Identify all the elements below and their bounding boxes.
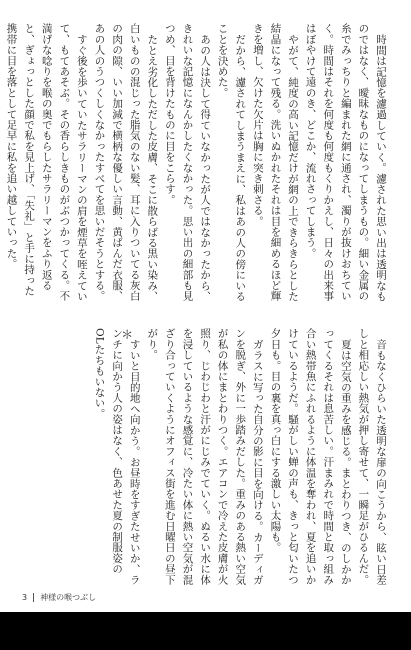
paragraph: 音もなくひらいた透明な扉の向こうから、眩い日差しと相応しい熱気が押し寄せて、一瞬足がひるんだ。 <box>357 328 387 585</box>
footer-separator <box>33 593 34 602</box>
paragraph: 時間は記憶を濾過していく。濾された思い出は透明なものではなく、曖昧なものになってしまうもの。細い金属の糸でみっちりと編まれた網に通され、濁りが抜けおちていく。時間はそれを何度も何度もくりかえし、日々の出来事はぼやけて遠のき、どこか、流れさってしまう。 <box>304 23 387 302</box>
page-number: 3 <box>22 592 28 602</box>
paragraph: すいと目的地へ向かう。お昼時をすぎたせいか、ランチに向かう人の姿はなく、色あせた夏の制服姿のOLたちもいない。 <box>93 328 141 585</box>
paragraph <box>0 23 2 306</box>
paragraph: だから、濾されてしまうまえに、私はあの人の傍にいることを決めた。 <box>216 23 247 301</box>
paragraph: あの人は決して得ていなかったが人ではなかったから、きれいな記憶になんかしたくなかった。思い出の細部も見つめ、目を背けたものに目をこらす。 <box>163 23 212 302</box>
section-divider-asterisk: ＊ <box>119 328 134 340</box>
page-footer <box>22 590 96 604</box>
paragraph: ガラスに写った自分の影に目を向ける。カーディガンを脱ぎ、外に一歩踏みだした。重みのある熱い空気が私の体にまとわりつく。エアコンで冷えた皮膚が火照り、じわじわと汗がにじみでていく。ぬるい水に体を浸しているような感覚に、冷たい体に熱い空気が混ざり合っていくようにオフィス街を進む日曜日の昼下がり。 <box>146 328 264 585</box>
text-block-upper <box>5 23 389 306</box>
paragraph: たとえ劣化しただした皮膚、そこに散らばる黒い染み、白いものの混じった脂気のない髪、耳に入りついてる灰白の肉の隙、いい加減で横柄な優しい言動、黄ばんだ衣服、あの人のうつくしくなかったすべてを思いだそうとする。 <box>93 23 159 302</box>
paragraph: やがて、純度の高い記憶だけが網の上できらきらとした結晶になって残る。洗いぬかれたそれは目を細めるほど輝きを増し、欠けた欠片は胸に突き刺さる。 <box>251 23 300 302</box>
reader-bottom-bar <box>0 612 411 650</box>
paragraph: すぐ後を歩いていたサラリーマンの肩を煙草を咥えていて、もてあそぶ。その香らしきものがぶつかってくる。不満げな唸りを喉の奥でもらしたサラリーマンをふり返ると、ぎょっとした顔で私を見上げ、「失礼」と手に持った携帯に目を落として足早に私を追い越していった。 <box>5 23 88 302</box>
text-block-lower <box>27 328 389 586</box>
paragraph: 夏は空気の重みを感じる。まとわりつき、のしかかってくるそれは息苦しい。汗まみれで時間と取っ組み合い熱帯魚にふれるように体温を奪われ、夏を追いかけているようだ。騒がしい蝉の声も、きっと匂いたつ夕日も。目の裏を真っ白にする激しい太陽も。 <box>269 328 352 585</box>
book-title: 神様の喉つぶし <box>40 592 97 602</box>
